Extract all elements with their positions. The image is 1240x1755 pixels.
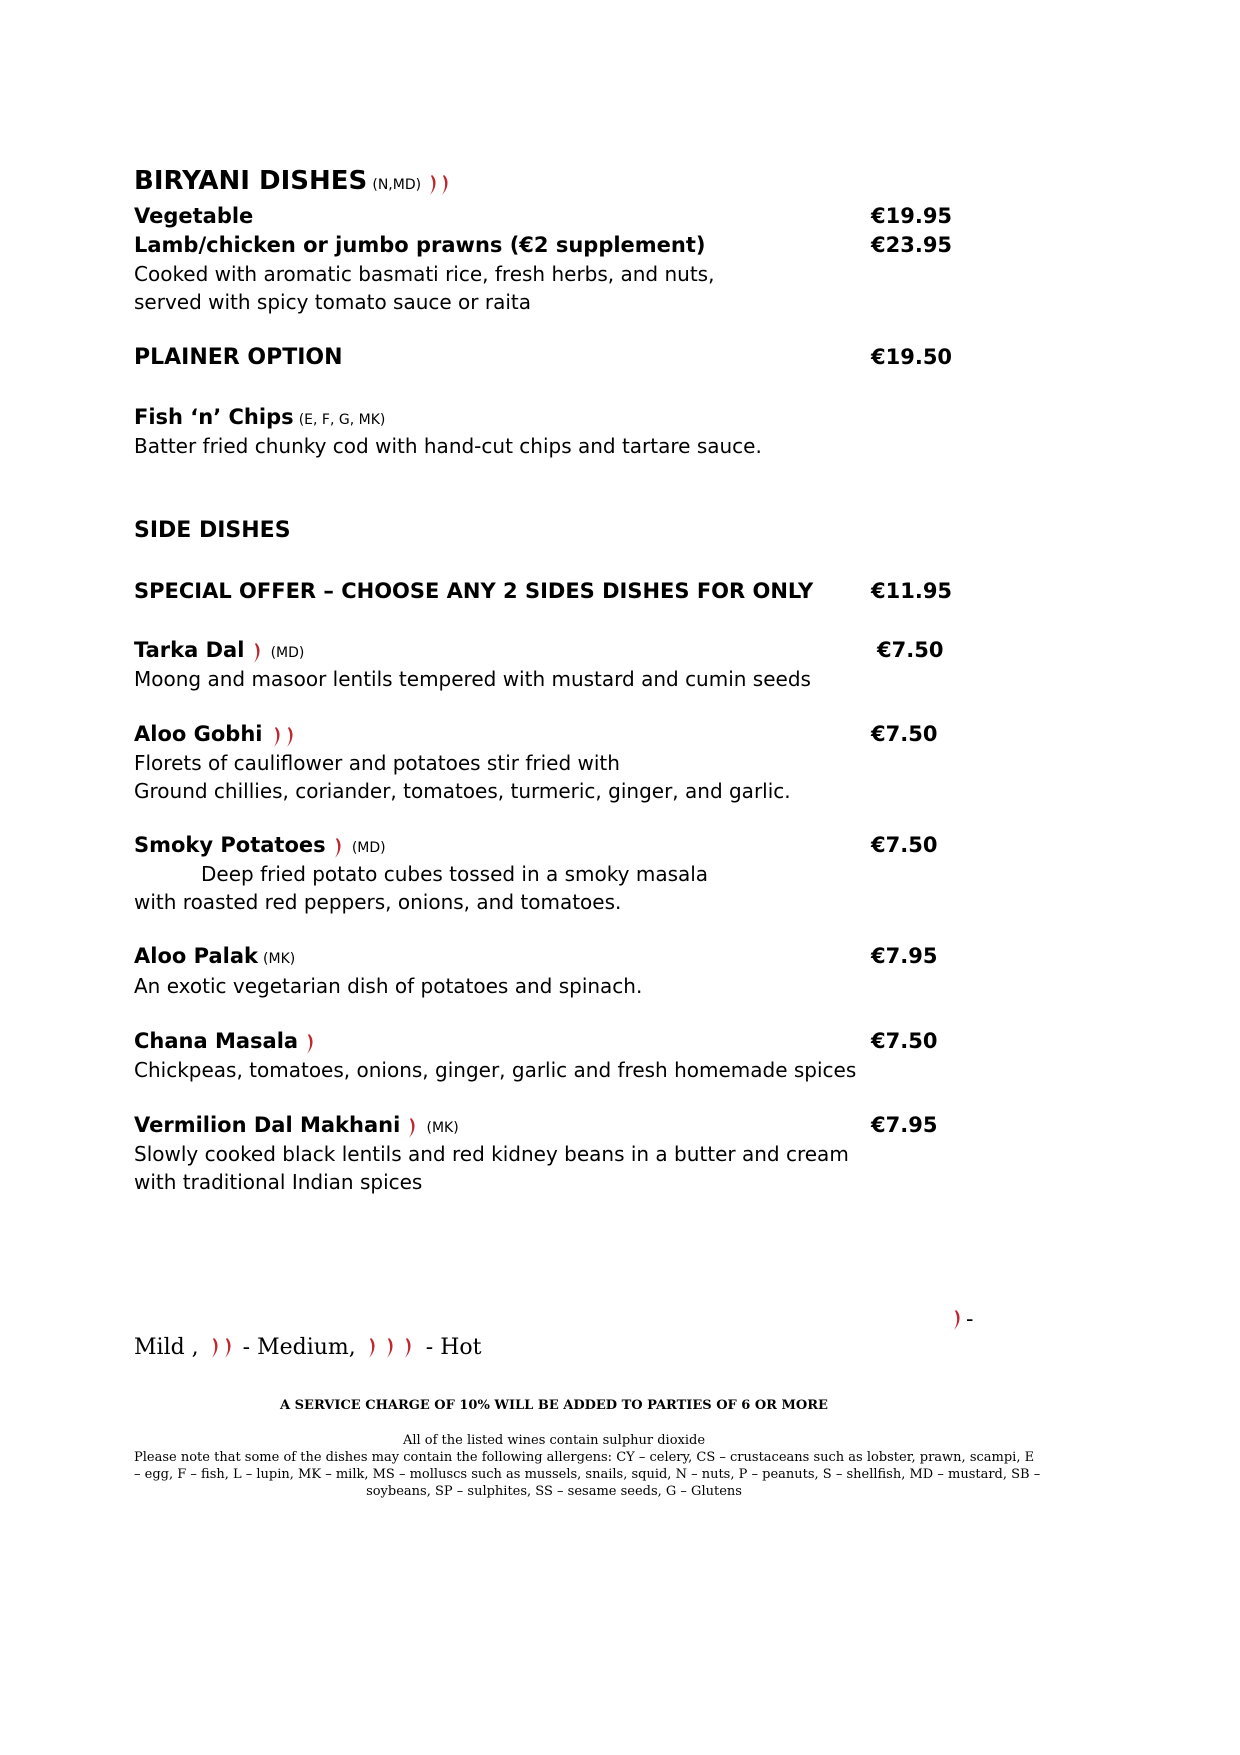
menu-item: [134, 405, 385, 429]
menu-item-price: €7.50: [877, 638, 944, 662]
menu-item-description: An exotic vegetarian dish of potatoes and spinach.: [134, 974, 643, 998]
menu-item-name: Aloo Gobhi: [134, 722, 263, 746]
menu-item-price: €19.95: [871, 204, 953, 228]
wine-note: All of the listed wines contain sulphur dioxide: [402, 1433, 706, 1448]
service-charge-note: A SERVICE CHARGE OF 10% WILL BE ADDED TO PARTIES OF 6 OR MORE: [280, 1398, 828, 1413]
menu-item-name: Fish ‘n’ Chips: [134, 405, 294, 429]
special-offer-price: €11.95: [871, 579, 953, 603]
menu-item-price: €7.50: [871, 1029, 938, 1053]
allergen-codes: (MD): [351, 840, 386, 856]
menu-item-description: Batter fried chunky cod with hand-cut chips and tartare sauce.: [134, 434, 762, 458]
menu-item: [134, 1029, 319, 1056]
legend-hot: - Hot: [425, 1335, 482, 1360]
menu-item-description: Chickpeas, tomatoes, onions, ginger, garlic and fresh homemade spices: [134, 1058, 857, 1082]
chili-icon: [206, 1336, 236, 1360]
section-title: BIRYANI DISHES: [134, 166, 368, 196]
menu-item-description: with roasted red peppers, onions, and tomatoes.: [134, 890, 622, 914]
menu-item-description: Ground chillies, coriander, tomatoes, turmeric, ginger, and garlic.: [134, 779, 791, 803]
menu-item-price: €23.95: [871, 233, 953, 257]
legend-medium: - Medium,: [242, 1335, 356, 1360]
allergen-codes: (MK): [426, 1120, 459, 1136]
legend-mild-marker: [950, 1307, 973, 1332]
menu-item: [134, 833, 386, 860]
menu-item-price: €7.50: [871, 833, 938, 857]
chili-icon: [250, 641, 266, 665]
allergen-note: Please note that some of the dishes may contain the following allergens: CY – celery, CS – crustaceans such as lobster, prawn, scampi, E: [134, 1450, 1035, 1465]
legend-dash: -: [966, 1307, 974, 1332]
menu-item-name: Vegetable: [134, 204, 254, 228]
menu-item-price: €7.95: [871, 1113, 938, 1137]
menu-item-description: with traditional Indian spices: [134, 1170, 423, 1194]
menu-item: [134, 1113, 459, 1140]
allergen-codes: (MK): [263, 951, 296, 967]
menu-item-name: Chana Masala: [134, 1029, 299, 1053]
spice-legend: [134, 1335, 482, 1360]
menu-item-name: Lamb/chicken or jumbo prawns (€2 supplement): [134, 233, 706, 257]
menu-item-description: Slowly cooked black lentils and red kidney beans in a butter and cream: [134, 1142, 849, 1166]
chili-icon: [303, 1032, 319, 1056]
allergen-note: soybeans, SP – sulphites, SS – sesame seeds, G – Glutens: [366, 1484, 742, 1499]
allergen-codes: (MD): [270, 645, 305, 661]
menu-item-description: Deep fried potato cubes tossed in a smoky masala: [201, 862, 709, 886]
chili-icon: [405, 1116, 421, 1140]
menu-item-name: Vermilion Dal Makhani: [134, 1113, 401, 1137]
spice-level-2: [426, 174, 452, 193]
chili-icon: [268, 725, 298, 749]
biryani-heading: [134, 166, 452, 197]
allergen-codes: (N,MD): [372, 177, 422, 193]
menu-item-price: €7.95: [871, 944, 938, 968]
allergen-note: – egg, F – fish, L – lupin, MK – milk, MS – molluscs such as mussels, snails, squid, N – nuts, P – peanuts, S – shellfish, MD – mustard, SB –: [134, 1467, 1041, 1482]
section-title: PLAINER OPTION: [134, 345, 343, 370]
chili-icon: [426, 173, 452, 197]
menu-item-description: Moong and masoor lentils tempered with mustard and cumin seeds: [134, 667, 811, 691]
menu-item-name: Tarka Dal: [134, 638, 245, 662]
menu-item: [134, 944, 295, 968]
menu-item-name: Smoky Potatoes: [134, 833, 326, 857]
special-offer-title: SPECIAL OFFER – CHOOSE ANY 2 SIDES DISHES FOR ONLY: [134, 579, 814, 603]
allergen-codes: (E, F, G, MK): [298, 412, 386, 428]
chili-icon: [950, 1308, 966, 1332]
section-title: SIDE DISHES: [134, 518, 291, 543]
menu-item: [134, 638, 304, 665]
chili-icon: [331, 836, 347, 860]
menu-item-description: Florets of cauliflower and potatoes stir fried with: [134, 751, 620, 775]
menu-item: [134, 722, 298, 749]
menu-item-price: €7.50: [871, 722, 938, 746]
chili-icon: [363, 1336, 419, 1360]
section-price: €19.50: [871, 345, 953, 369]
legend-mild: Mild ,: [134, 1335, 199, 1360]
menu-item-description: Cooked with aromatic basmati rice, fresh herbs, and nuts,: [134, 262, 715, 286]
menu-item-name: Aloo Palak: [134, 944, 258, 968]
menu-item-description: served with spicy tomato sauce or raita: [134, 290, 532, 314]
